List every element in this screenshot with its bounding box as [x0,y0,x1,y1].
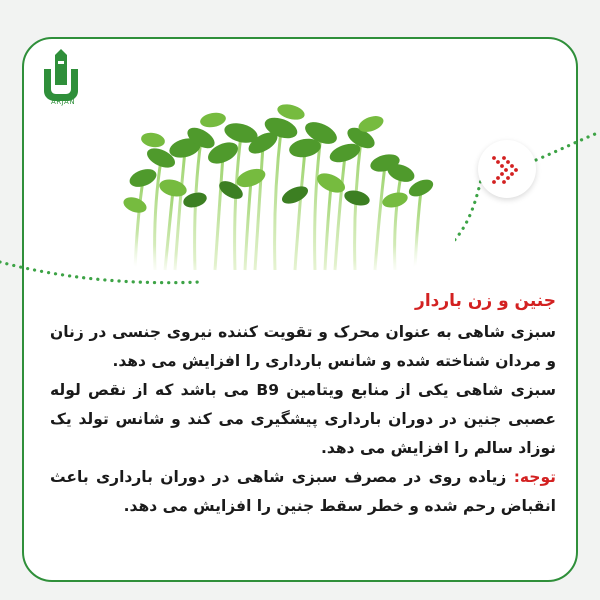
sprouts-photo [95,80,455,275]
warning-note [50,463,556,521]
article-heading: جنین و زن باردار [415,291,556,311]
next-arrow-badge [478,140,536,198]
double-chevron-icon [478,140,536,198]
logo-icon [38,47,84,127]
logo-text: ARJAN [50,98,76,106]
warning-label: توجه: [513,468,556,486]
warning-text: زیاده روی در مصرف سبزی شاهی در دوران بارداری باعث انقباض رحم شده و خطر سقط جنین را افزایش می دهد. [50,468,556,515]
paragraph-vitamin-b9: سبزی شاهی یکی از منابع ویتامین B9 می باشد که از نقص لوله عصبی جنین در دوران بارداری پیشگیری می کند و شانس تولد یک نوزاد سالم را افزایش می دهد. [50,381,556,457]
paragraph-fertility: سبزی شاهی به عنوان محرک و تقویت کننده نیروی جنسی در زنان و مردان شناخته شده و شانس بارداری را افزایش می دهد. [50,323,556,370]
article-text [50,288,556,521]
